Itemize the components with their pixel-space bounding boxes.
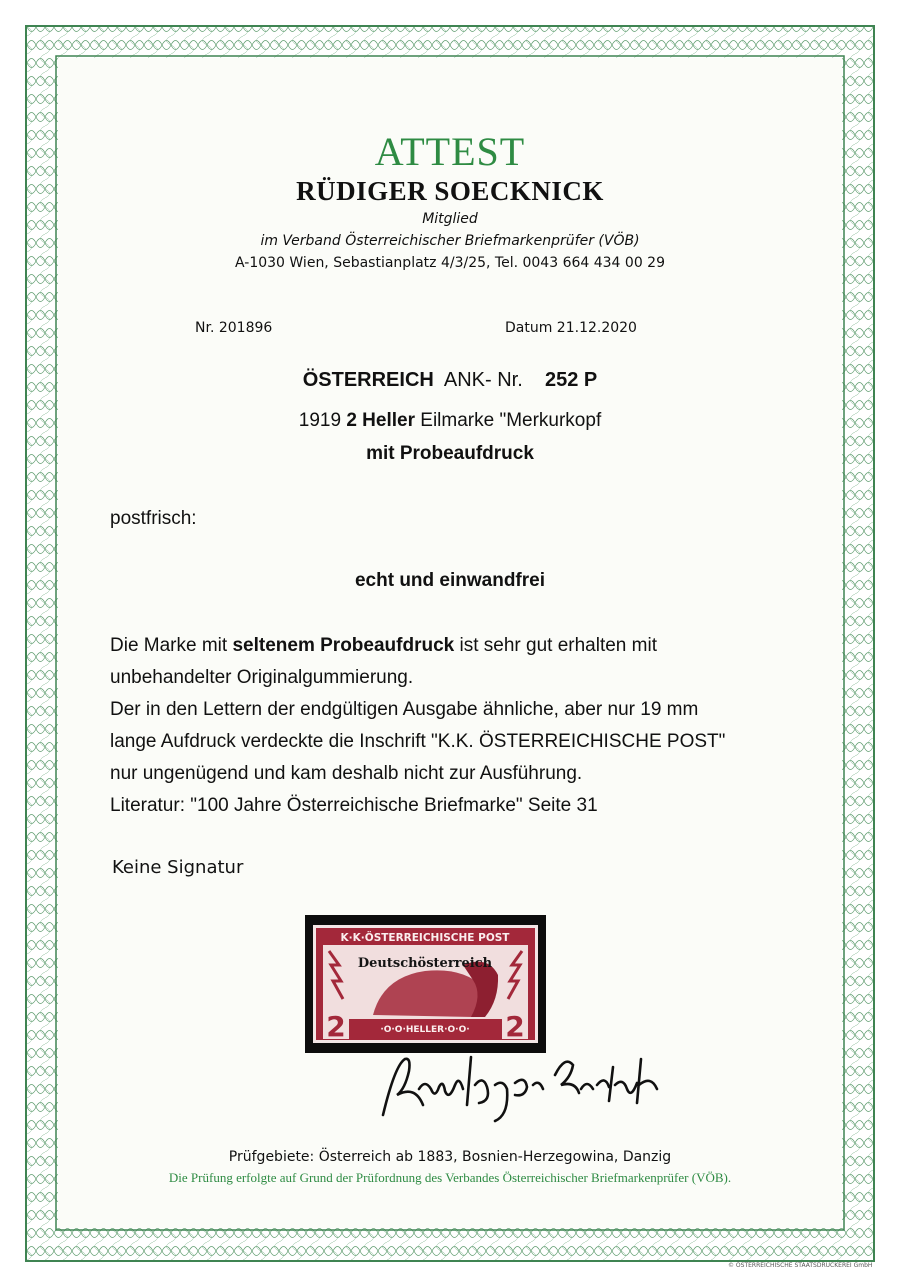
- certificate-date: Datum 21.12.2020: [505, 320, 637, 336]
- body-line: lange Aufdruck verdeckte die Inschrift "K.K. ÖSTERREICHISCHE POST": [110, 731, 726, 752]
- catalog-number: 252 P: [545, 369, 598, 391]
- body-line: [110, 630, 810, 662]
- stamp-photo: [305, 915, 546, 1053]
- body-line: Literatur: "100 Jahre Österreichische Briefmarke" Seite 31: [110, 795, 598, 816]
- certificate-number: Nr. 201896: [195, 320, 273, 336]
- stamp-value-left: 2: [326, 1010, 346, 1043]
- stamp-year: 1919: [298, 410, 342, 431]
- association-name: im Verband Österreichischer Briefmarkenprüfer (VÖB): [260, 233, 640, 249]
- examiner-address: A-1030 Wien, Sebastianplatz 4/3/25, Tel. 0043 664 434 00 29: [235, 255, 665, 271]
- stamp-description: [0, 410, 900, 432]
- stamp-value: 2 Heller: [346, 410, 415, 431]
- certificate-body: [110, 630, 810, 822]
- examination-areas: Prüfgebiete: Österreich ab 1883, Bosnien-Herzegowina, Danzig: [228, 1149, 672, 1165]
- signature-note: Keine Signatur: [112, 857, 244, 878]
- membership-label: Mitglied: [422, 211, 478, 227]
- body-line: nur ungenügend und kam deshalb nicht zur Ausführung.: [110, 763, 583, 784]
- condition-label: postfrisch:: [110, 508, 197, 529]
- stamp-value-right: 2: [505, 1010, 525, 1043]
- body-line: Der in den Lettern der endgültigen Ausgabe ähnliche, aber nur 19 mm: [110, 699, 699, 720]
- printer-imprint: © ÖSTERREICHISCHE STAATSDRUCKEREI GmbH: [728, 1262, 873, 1269]
- certificate-title: ATTEST: [374, 129, 526, 174]
- stamp-name: Eilmarke "Merkurkopf: [420, 410, 602, 431]
- body-text: Die Marke mit: [110, 635, 233, 656]
- stamp-image: [313, 925, 538, 1043]
- stamp-overprint: Deutschösterreich: [357, 956, 493, 971]
- catalog-label: ANK- Nr.: [443, 369, 523, 391]
- stamp-variant: mit Probeaufdruck: [366, 443, 534, 464]
- examiner-name: RÜDIGER SOECKNICK: [296, 176, 604, 206]
- stamp-country: ÖSTERREICH: [302, 369, 434, 391]
- handwritten-signature: [375, 1045, 665, 1125]
- verdict: echt und einwandfrei: [354, 570, 546, 591]
- body-emphasis: seltenem Probeaufdruck: [232, 635, 455, 656]
- stamp-heading: [0, 369, 900, 392]
- examination-rules: Die Prüfung erfolgte auf Grund der Prüfordnung des Verbandes Österreichischer Briefmarkenprüfer (VÖB).: [168, 1170, 732, 1185]
- stamp-top-inscription: K·K·ÖSTERREICHISCHE POST: [340, 932, 510, 944]
- stamp-bottom-inscription: ·O·O·HELLER·O·O·: [380, 1025, 470, 1035]
- body-line: unbehandelter Originalgummierung.: [110, 667, 414, 688]
- body-text: ist sehr gut erhalten mit: [454, 635, 657, 656]
